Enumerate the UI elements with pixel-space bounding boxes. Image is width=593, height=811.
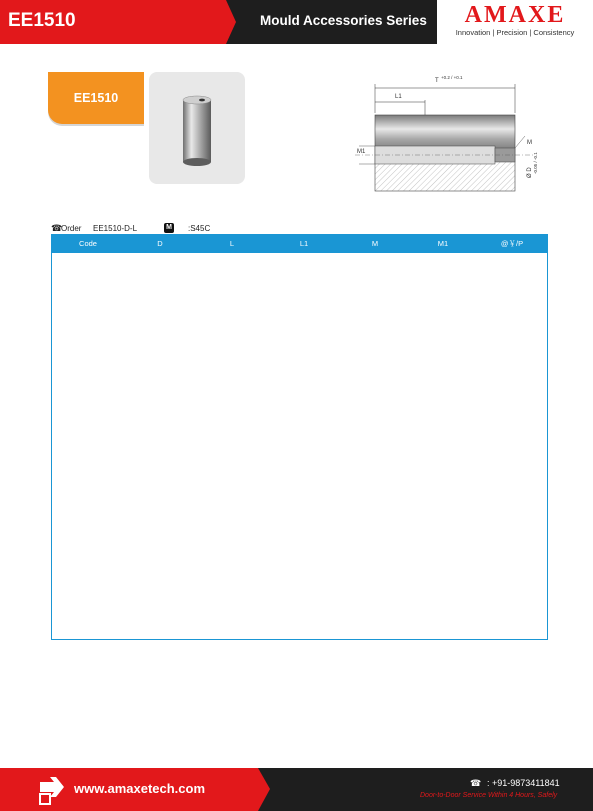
header-l: L [229, 239, 235, 248]
dim-D-tolerance: -0.05 / -0.1 [533, 152, 538, 174]
product-badge: EE1510 [48, 72, 144, 124]
dim-T-tolerance: +0.2 / +0.1 [441, 75, 463, 80]
phone-icon: ☎ [470, 778, 482, 788]
service-slogan: Door-to-Door Service Within 4 Hours, Safely [420, 792, 558, 799]
dim-D: Ø D [527, 167, 533, 178]
brand-logo: AMAXE [464, 2, 566, 28]
phone-icon: ☎ [51, 223, 63, 233]
header-price: @￥/P [500, 239, 524, 248]
series-title: Mould Accessories Series [260, 13, 427, 28]
dim-M: M [527, 140, 532, 146]
order-code: EE1510-D-L [93, 224, 138, 233]
dim-M1: M1 [357, 149, 366, 155]
product-photo [149, 72, 245, 184]
order-label: Order [61, 224, 82, 233]
pin-cylinder-image [149, 72, 245, 184]
pointer-icon [36, 768, 70, 811]
header-d: D [157, 239, 163, 248]
technical-drawing [345, 68, 545, 196]
header-m1: M1 [437, 239, 449, 248]
phone-number: : +91-9873411841 [487, 778, 560, 788]
header-m: M [371, 239, 379, 248]
brand-tagline: Innovation | Precision | Consistency [455, 28, 575, 37]
table-header [52, 235, 547, 253]
dim-T: T [435, 78, 439, 84]
product-code-title: EE1510 [8, 10, 76, 31]
website-link[interactable]: www.amaxetech.com [74, 781, 206, 796]
header-l1: L1 [299, 239, 309, 248]
spec-table [51, 234, 548, 640]
dim-L1: L1 [395, 94, 402, 100]
material-value: :S45C [188, 224, 211, 233]
material-icon: M [164, 223, 174, 233]
header-code: Code [79, 239, 97, 248]
